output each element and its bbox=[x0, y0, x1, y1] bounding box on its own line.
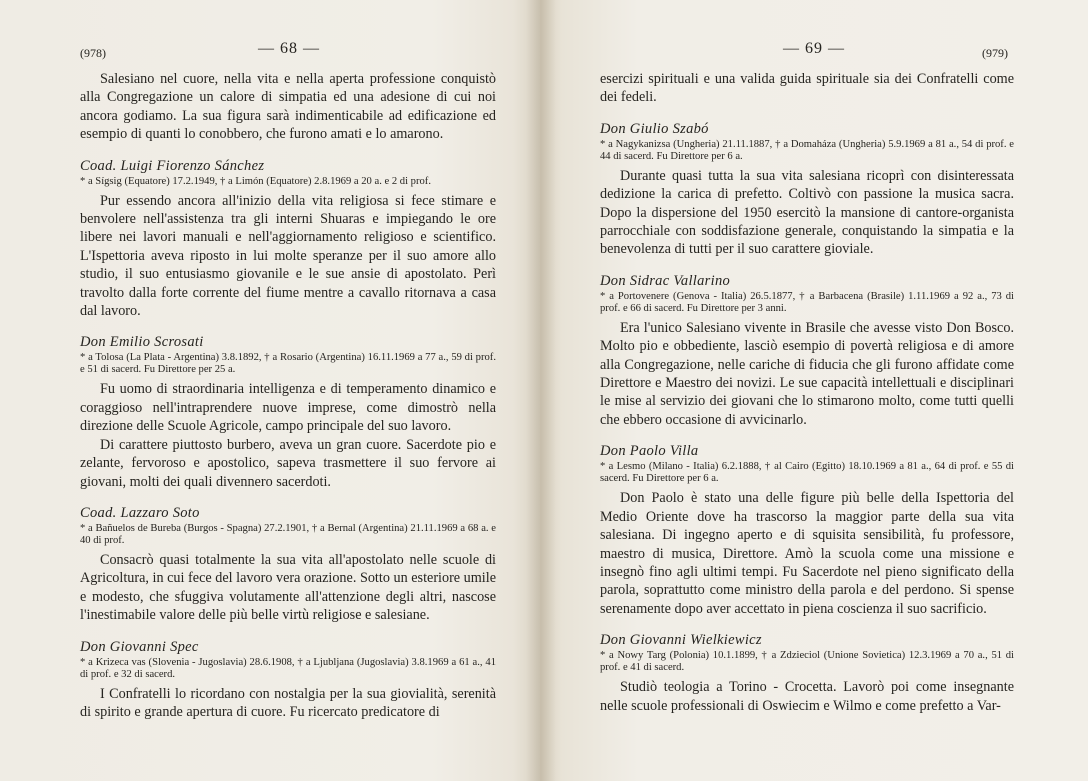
page-number-header: — 69 — bbox=[783, 40, 845, 57]
opening-paragraph: Salesiano nel cuore, nella vita e nella aperta professione conquistò alla Congregazione un calore di simpatia ed una adesione di cui noi ancora godiamo. La sua figura sarà indimenticabile ad edificazione ed esempio di quanti lo conobbero, che furono amati e lo amarono. bbox=[80, 71, 496, 143]
entry-dates: * a Nowy Targ (Polonia) 10.1.1899, † a Zdzieciol (Unione Sovietica) 12.3.1969 a 70 a., 51 di prof. e 41 di sacerd. bbox=[600, 650, 1014, 674]
obituary-entry bbox=[600, 272, 1014, 429]
entry-name: Don Giovanni Wielkiewicz bbox=[600, 632, 762, 649]
left-page bbox=[0, 0, 540, 781]
obituary-entry bbox=[80, 333, 496, 490]
obituary-entry bbox=[600, 120, 1014, 259]
entry-dates: * a Bañuelos de Bureba (Burgos - Spagna) 27.2.1901, † a Bernal (Argentina) 21.11.1969 a 68 a. e 40 di prof. bbox=[80, 522, 496, 546]
continued-paragraph: esercizi spirituali e una valida guida spirituale sia dei Confratelli come dei fedeli. bbox=[600, 71, 1014, 106]
entry-name: Coad. Luigi Fiorenzo Sánchez bbox=[80, 157, 265, 174]
entry-dates: * a Krizeca vas (Slovenia - Jugoslavia) 28.6.1908, † a Ljubljana (Jugoslavia) 3.8.1969 a 61 a., 41 di prof. e 32 di sacerd. bbox=[80, 656, 496, 680]
entry-dates: * a Sígsig (Equatore) 17.2.1949, † a Limón (Equatore) 2.8.1969 a 20 a. e 2 di prof. bbox=[80, 175, 431, 187]
entry-dates: * a Lesmo (Milano - Italia) 6.2.1888, † al Cairo (Egitto) 18.10.1969 a 81 a., 64 di prof. e 55 di sacerd. Fu Direttore per 6 a. bbox=[600, 461, 1014, 485]
entry-dates: * a Nagykanizsa (Ungheria) 21.11.1887, † a Domaháza (Ungheria) 5.9.1969 a 81 a., 54 di prof. e 44 di sacerd. Fu Direttore per 6 a. bbox=[600, 138, 1014, 162]
page-number-paren: (978) bbox=[80, 46, 106, 60]
book-gutter bbox=[526, 0, 556, 781]
obituary-entry bbox=[600, 631, 1014, 715]
entry-paragraph: Pur essendo ancora all'inizio della vita religiosa si fece stimare e benvolere nell'assistenza tra gli interni Shuaras e impiegando le ore libere nei lavori manuali e nell'aggiornamento religioso e scientifico. L'Ispettoria aveva riposto in lui molte speranze per il suo amore allo studio, il suo entusiasmo giovanile e le sue ansie di apostolato. Perì travolto dalla forte corrente del fiume mentre a cavallo ritornava a casa dal lavoro. bbox=[80, 192, 496, 320]
entry-name: Coad. Lazzaro Soto bbox=[80, 504, 200, 521]
obituary-entry bbox=[80, 638, 496, 722]
obituary-entry bbox=[600, 442, 1014, 618]
page-number-paren: (979) bbox=[982, 46, 1008, 60]
entry-dates: * a Portovenere (Genova - Italia) 26.5.1877, † a Barbacena (Brasile) 1.11.1969 a 92 a., 73 di prof. e 66 di sacerd. Fu Direttore per 3 anni. bbox=[600, 290, 1014, 314]
text-column bbox=[600, 70, 1014, 715]
entry-name: Don Giulio Szabó bbox=[600, 120, 709, 137]
entry-name: Don Paolo Villa bbox=[600, 443, 699, 460]
text-column bbox=[80, 70, 496, 721]
obituary-entry bbox=[80, 157, 496, 321]
entry-paragraph: I Confratelli lo ricordano con nostalgia per la sua giovialità, serenità di spirito e grande apertura di cuore. Fu ricercato predicatore di bbox=[80, 685, 496, 720]
entry-name: Don Giovanni Spec bbox=[80, 638, 199, 655]
right-page bbox=[540, 0, 1088, 781]
obituary-entry bbox=[80, 504, 496, 625]
entry-paragraph: Di carattere piuttosto burbero, aveva un gran cuore. Sacerdote pio e zelante, fervoroso e apostolico, sapeva trasmettere il suo fervore ai giovani, molti dei quali divennero sacerdoti. bbox=[80, 436, 496, 490]
entry-paragraph: Durante quasi tutta la sua vita salesiana ricoprì con disinteressata dedizione la carica di prefetto. Coltivò con passione la musica sacra. Dopo la dispersione del 1950 esercitò la mansione di cantore-organista parrocchiale con soddisfazione generale, conquistando la simpatia e la benevolenza di tutti per il suo carattere gioviale. bbox=[600, 167, 1014, 258]
entry-paragraph: Consacrò quasi totalmente la sua vita all'apostolato nelle scuole di Agricoltura, in cui fece del lavoro vera orazione. Sotto un esteriore umile e modesto, che sfuggiva volutamente all'attenzione degli altri, nascose l'inestimabile valore delle più belle virtù religiose e salesiane. bbox=[80, 551, 496, 624]
page-number-header: — 68 — bbox=[258, 40, 320, 57]
entry-name: Don Emilio Scrosati bbox=[80, 334, 204, 351]
entry-paragraph: Don Paolo è stato una delle figure più belle della Ispettoria del Medio Oriente dove ha trascorso la maggior parte della sua vita salesiana. Di ingegno aperto e di squisita sensibilità, fu professore, maestro di musica, Direttore. Amò la scuola come una missione e insegnò fino agli ultimi tempi. Fu Sacerdote nel pieno significato della parola, soprattutto come ministro della parola e del perdono. Si spense serenamente dopo aver accettato in piena coscienza il suo sacrificio. bbox=[600, 490, 1014, 617]
entry-paragraph: Studiò teologia a Torino - Crocetta. Lavorò poi come insegnante nelle scuole professionali di Oswiecim e Wilmo e come prefetto a Var- bbox=[600, 679, 1014, 714]
entry-name: Don Sidrac Vallarino bbox=[600, 272, 731, 289]
entry-dates: * a Tolosa (La Plata - Argentina) 3.8.1892, † a Rosario (Argentina) 16.11.1969 a 77 a., 59 di prof. e 51 di sacerd. Fu Direttore per 25 a. bbox=[80, 352, 496, 376]
entry-paragraph: Fu uomo di straordinaria intelligenza e di temperamento dinamico e coraggioso nell'intraprendere nuove imprese, come dimostrò nella direzione delle Scuole Agricole, campo principale del suo lavoro. bbox=[80, 381, 496, 435]
entry-paragraph: Era l'unico Salesiano vivente in Brasile che avesse visto Don Bosco. Molto pio e obbediente, lasciò esempio di povertà religiosa e di amore alla Congregazione, nelle cariche di fiducia che gli furono affidate come Direttore e Maestro dei novizi. Le sue capacità intellettuali e disciplinari le mise al servizio dei giovani che lo stimarono molto, come tutti quelli che ebbero occasione di avvicinarlo. bbox=[600, 319, 1014, 428]
